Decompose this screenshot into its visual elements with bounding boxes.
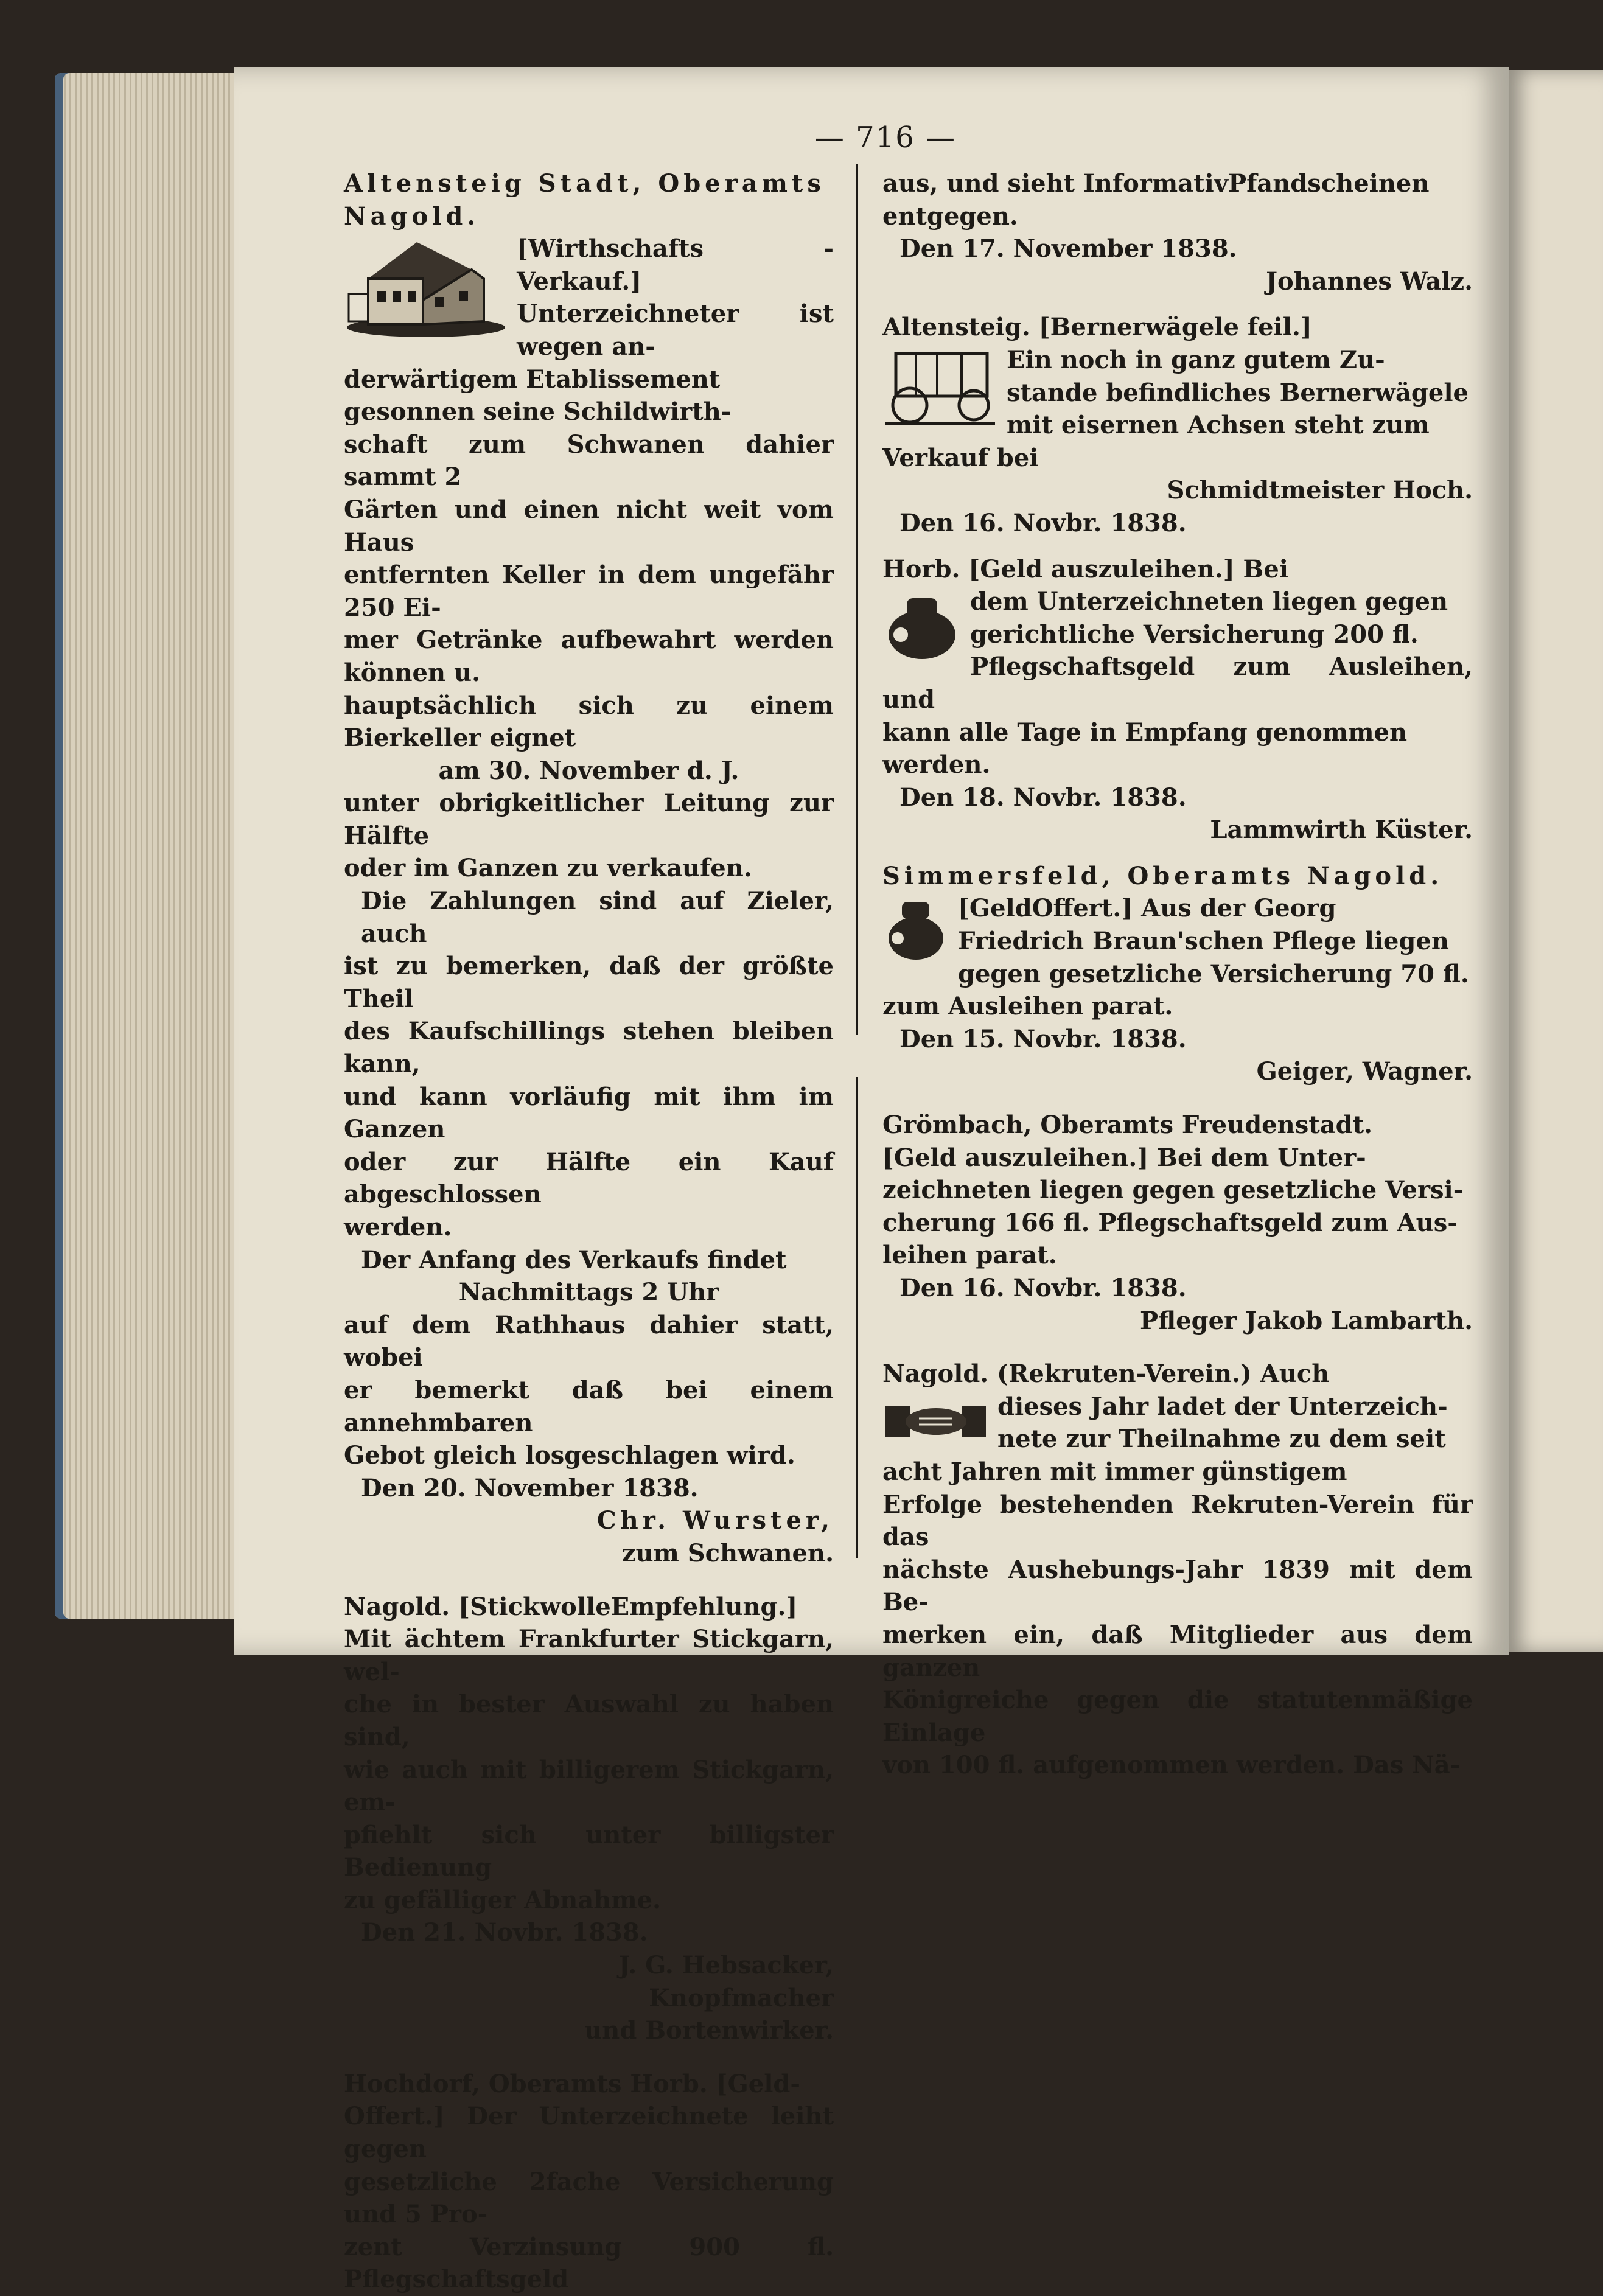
column-divider-lower [856,1077,858,1558]
ad-line: Gebot gleich losgeschlagen wird. [344,1441,795,1470]
ad-heading: Hochdorf, Oberamts Horb. [Geld- [344,2069,800,2098]
ad-line: acht Jahren mit immer günstigem [882,1457,1347,1486]
advertisement-wirthschaft [344,167,834,1570]
ad-line: nete zur Theilnahme zu dem seit [997,1425,1446,1454]
ad-line: Königreiche gegen die statutenmäßige Einlage [882,1686,1473,1747]
ad-line: kann alle Tage in Empfang genommen [882,717,1408,747]
ad-line: auf dem Rathhaus dahier statt, wobei [344,1310,834,1372]
ad-signature: Pfleger Jakob Lambarth. [1140,1306,1473,1335]
ad-signature: zum Schwanen. [621,1538,834,1568]
ad-line: gesetzliche 2fache Versicherung und 5 Pro- [344,2167,834,2229]
book-page-edges [55,73,237,1619]
ad-line: Ein noch in ganz gutem Zu- [1007,345,1385,374]
left-column [344,167,834,2296]
ad-heading: Horb. [Geld auszuleihen.] Bei [882,554,1288,584]
ad-line: oder zur Hälfte ein Kauf abgeschlossen [344,1147,834,1209]
ad-line: merken ein, daß Mitglieder aus dem ganzen [882,1620,1473,1682]
ad-line: zeichneten liegen gegen gesetzliche Versi- [882,1176,1464,1205]
ad-line: nächste Aushebungs-Jahr 1839 mit dem Be- [882,1555,1473,1617]
carriage-woodcut-icon [882,347,998,427]
ad-line: gerichtliche Versicherung 200 fl. [970,619,1419,649]
ad-line: und kann vorläufig mit ihm im Ganzen [344,1082,834,1144]
ad-line: Die Zahlungen sind auf Zieler, auch [361,887,834,948]
ad-heading: Altensteig Stadt, Oberamts Nagold. [344,169,825,231]
ad-line: Mit ächtem Frankfurter Stickgarn, wel- [344,1625,834,1686]
ad-line: Friedrich Braun'schen Pflege liegen [958,927,1449,956]
ad-line: am 30. November d. J. [438,756,739,785]
ad-date: Den 16. Novbr. 1838. [899,508,1187,537]
ad-line: Nachmittags 2 Uhr [458,1278,719,1307]
ad-line: hauptsächlich sich zu einem Bierkeller eignet [344,691,834,753]
ad-line: [Wirthschafts - Verkauf.] [517,234,834,296]
ad-line: Erfolge bestehenden Rekruten-Verein für das [882,1490,1473,1552]
advertisement-groembach [882,1109,1473,1337]
ad-line: mit eisernen Achsen steht zum [1007,411,1430,440]
ad-line: stande befindliches Bernerwägele [1007,378,1469,407]
ad-line: gesonnen seine Schildwirth- [344,397,732,427]
advertisement-rekruten-verein [882,1358,1473,1782]
page-number: — 716 — [814,120,957,155]
ad-line: gegen gesetzliche Versicherung 70 fl. [958,959,1469,988]
money-bag-woodcut-icon [882,896,949,963]
ad-line: unter obrigkeitlicher Leitung zur Hälfte [344,789,834,850]
ad-line: oder im Ganzen zu verkaufen. [344,854,752,883]
ad-line: [Geld auszuleihen.] Bei dem Unter- [882,1143,1366,1172]
ad-line: wie auch mit billigerem Stickgarn, em- [344,1755,834,1817]
ad-signature: Knopfmacher [649,1983,834,2012]
ad-line: werden. [882,750,991,780]
ad-line: zu gefälliger Abnahme. [344,1885,662,1914]
ad-line: Der Anfang des Verkaufs findet [361,1245,787,1274]
ad-line: ist zu bemerken, daß der größte Theil [344,952,834,1013]
ad-line: dem Unterzeichneten liegen gegen [970,587,1448,616]
ad-date: Den 17. November 1838. [899,234,1237,263]
right-column [882,167,1473,1782]
ad-date: Den 21. Novbr. 1838. [361,1918,648,1947]
ad-line: derwärtigem Etablissement [344,365,721,394]
ad-signature: J. G. Hebsacker, [618,1951,834,1980]
ad-line: entgegen. [882,201,1018,231]
ad-line: Verkauf bei [882,443,1039,472]
advertisement-hochdorf [344,2068,834,2296]
advertisement-simmersfeld [882,860,1473,1088]
ad-line: des Kaufschillings stehen bleiben kann, [344,1017,834,1079]
ad-line: pfiehlt sich unter billigster Bedienung [344,1820,834,1882]
ad-line: er bemerkt daß bei einem annehmbaren [344,1375,834,1437]
newspaper-page [234,67,1509,2294]
ad-line: von 100 fl. aufgenommen werden. Das Nä- [882,1751,1461,1780]
ad-line: [GeldOffert.] Aus der Georg [958,894,1336,923]
advertisement-horb [882,553,1473,846]
column-divider [856,164,858,1035]
ad-line: Pflegschaftsgeld zum Ausleihen, und [882,652,1473,714]
ad-heading: Altensteig. [Bernerwägele feil.] [882,313,1312,342]
ad-signature: Lammwirth Küster. [1210,815,1473,845]
ad-line: werden. [344,1213,452,1241]
ad-line: schaft zum Schwanen dahier sammt 2 [344,430,834,492]
ad-line: Unterzeichneter ist wegen an- [517,299,834,361]
advertisement-continuation [882,167,1473,298]
ad-date: Den 15. Novbr. 1838. [899,1024,1187,1053]
house-woodcut-icon [344,236,508,340]
ad-line: entfernten Keller in dem ungefähr 250 Ei- [344,560,834,622]
ad-date: Den 20. November 1838. [361,1473,699,1502]
ad-heading: Grömbach, Oberamts Freudenstadt. [882,1111,1372,1140]
money-bag-woodcut-icon [882,589,962,662]
ad-signature: Johannes Walz. [1266,267,1473,296]
ad-signature: und Bortenwirker. [584,2016,834,2045]
facing-page-edge [1503,70,1603,1652]
ad-line: leihen parat. [882,1241,1057,1270]
ad-heading: Simmersfeld, Oberamts Nagold. [882,861,1444,890]
ad-signature: Schmidtmeister Hoch. [1167,476,1473,505]
ad-heading: Nagold. [StickwolleEmpfehlung.] [344,1592,798,1621]
handshake-woodcut-icon [882,1394,989,1449]
ad-line: mer Getränke aufbewahrt werden können u. [344,626,834,687]
advertisement-bernerwaegele [882,311,1473,539]
ad-line: cherung 166 fl. Pflegschaftsgeld zum Aus- [882,1208,1458,1237]
ad-line: dieses Jahr ladet der Unterzeich- [997,1392,1448,1421]
ad-line: aus, und sieht InformativPfandscheinen [882,169,1430,198]
ad-heading: Nagold. (Rekruten-Verein.) Auch [882,1359,1330,1389]
ad-signature: Geiger, Wagner. [1256,1057,1473,1086]
ad-line: zum Ausleihen parat. [882,992,1173,1021]
ad-date: Den 16. Novbr. 1838. [899,1274,1187,1302]
ad-line: che in bester Auswahl zu haben sind, [344,1690,834,1751]
ad-date: Den 18. Novbr. 1838. [899,783,1187,812]
ad-signature: Chr. Wurster, [596,1506,834,1535]
ad-line: Gärten und einen nicht weit vom Haus [344,495,834,557]
ad-line: Offert.] Der Unterzeichnete leiht gegen [344,2102,834,2164]
ad-line: zent Verzinsung 900 fl. Pflegschaftsgeld [344,2232,834,2294]
advertisement-stickwolle [344,1591,834,2047]
